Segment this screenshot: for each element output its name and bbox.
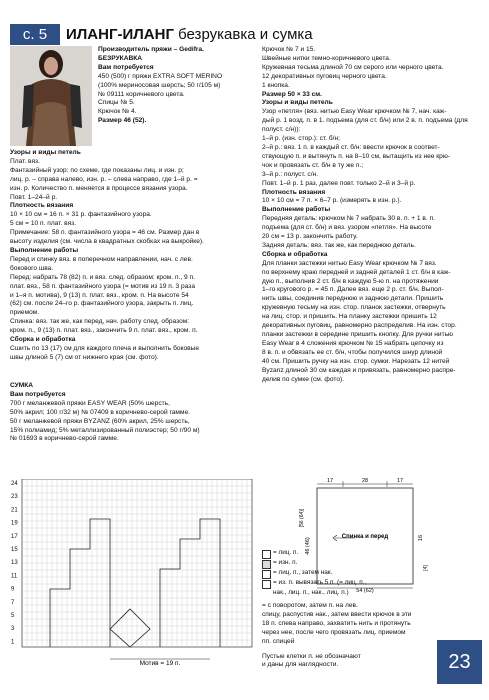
legend-note-empty-cells: Пустые клетки п. не обозначают и даны для наглядности. — [262, 652, 361, 669]
chart-row-number: 21 — [11, 507, 18, 514]
page-title — [66, 25, 313, 44]
chart-row-number: 19 — [11, 520, 18, 527]
chart-row-number: 9 — [11, 586, 15, 593]
yarn-maker: Производитель пряжи – Gedifra. — [98, 46, 204, 53]
dim-right-2: 16 — [418, 534, 424, 542]
chart-row-number: 24 — [11, 481, 18, 487]
title-rest: безрукавка и сумка — [178, 26, 313, 43]
motif-label: Мотив = 19 п. — [139, 660, 181, 667]
knitting-chart-svg — [10, 479, 256, 669]
dim-left-2: [56 (64)] — [299, 508, 305, 528]
bag-heading: СУМКА — [10, 382, 34, 389]
legend-note: = с поворотом, затем п. на лев. спицу, распустив нак., затем ввести крючок в эти 18 п. спева направо, захватить нить и протянуть через нее, после чего провязать лиц. приемом пп. спицей — [262, 602, 412, 645]
page-number: 23 — [437, 640, 482, 684]
dim-bottom: 54 (62) — [356, 588, 374, 594]
chart-row-number: 15 — [11, 547, 18, 553]
dim-left: 46 (46) — [305, 537, 311, 555]
legend-item: = лиц. п. — [262, 548, 434, 558]
dim-right: [4] — [423, 565, 429, 571]
model-photo — [10, 46, 92, 146]
dim-top-right: 17 — [396, 478, 404, 484]
vest-heading: БЕЗРУКАВКА — [98, 54, 143, 62]
yarn-info-block: Производитель пряжи – Gedifra. БЕЗРУКАВКА Вам потребуется 450 (500) г пряжи EXTRA SOFT MERINO (100% мериносовая шерсть; 50 г/105 м) № 09111 коричневого цвета. Спицы № 5. Крючок № 4. Размер 46 (52). — [98, 46, 223, 125]
legend-item: = изн. п. — [262, 558, 434, 568]
chart-row-number: 5 — [11, 613, 15, 619]
dim-top-center: 28 — [361, 478, 369, 484]
legend-item: = лиц. п., затем нак. — [262, 568, 434, 578]
bag-instructions: Крючок № 7 и 15. Швейные нитки темно-коричневого цвета. Кружевная тесьма длиной 70 см серого или черного цвета. 12 декоративных пуговиц черного цвета. 1 кнопка. Размер 50 × 33 см. Узоры и виды петель Узор «петля» (вяз. нитью Easy Wear крючком № 7, нач. каж- дый р. 1 возд. п. в 1. подъема (для ст. б/н) или 2 в. п. подъема (для полуст. с/н)): 1–й р. (изн. стор.): ст. б/н; 2–й р.: вяз. 1 п. в каждый ст. б/н: ввести крючок в соответ- ствующую п. и вытянуть п. на 8–10 см, вытащить из нее крю- чок и провязать ст. б/н в ту же п.; 3–й р.: полуст. с/н. Повт. 1–й р. 1 раз, далее повт. только 2–й и 3–й р. Плотность вязания 10 × 10 см = 7 п. × 6–7 р. (измерять в изн. р.). Выполнение работы Передняя деталь: крючком № 7 набрать 30 в. п. + 1 в. п. подъема (для ст. б/н) и вяз. узором «петля». На высоте 20 см = 13 р. закончить работу. Задняя деталь: вяз. так же, как переднюю деталь. Сборка и обработка Для планки застежки нитью Easy Wear крючком № 7 вяз. по верхнему краю передней и задней деталей 1 ст. б/н в каж- дую п., выполнив 2 ст. б/н в каждую 5-ю п. на протяжении 1–го кругового р. = 45 п. Далее вяз. еще 2 р. ст. б/н. Выпол- нить швы, соединив переднюю и заднюю детали. Пришить кружевную тесьму на изн. стор. планок застежки, отвернуть на лиц. стор. и пришить. На планку застежки пришить 12 декоративных пуговиц, равномерно распределив. На изн. стор. планки застежки в середине пришить кнопку. Для ручки нитью Easy Wear в 4 сложения крючком № 15 набрать цепочку из 8 в. п. и обвязать ее ст. б/н, чтобы получился шнур длиной 40 см. Пришить ручку на изн. стор. сумки. Нарезать 12 нитей Byzanz длиной 30 см каждая и привязать, равномерно распре- делив по сумке (см. фото). — [262, 46, 468, 383]
chart-row-number: 7 — [11, 599, 15, 606]
legend-item: = из. п. вывязать 5 п. (= лиц. п., — [262, 578, 434, 588]
dim-top-left: 17 — [326, 478, 334, 484]
section-badge: с. 5 — [10, 24, 60, 45]
chart-row-number: 11 — [11, 573, 18, 580]
chart-legend — [262, 548, 434, 669]
chart-row-number: 23 — [11, 494, 18, 501]
legend-item: нак., лиц. п., нак., лиц. п.) — [273, 589, 349, 596]
title-bold: ИЛАНГ-ИЛАНГ — [66, 26, 174, 43]
model-photo-illustration — [10, 46, 92, 146]
chart-row-number: 1 — [11, 639, 15, 646]
vest-instructions: Узоры и виды петель Плат. вяз. Фантазийный узор: по схеме, где показаны лиц. и изн. р; лиц. р. – справа налево, изн. р. – слева направо, где 1–й р. = изн. р. Количество п. меняется в процессе вязания узора. Повт. 1–24–й р. Плотность вязания 10 × 10 см = 16 п. × 31 р. фантазийного узора. 5 см = 10 п. плат. вяз. Примечание: 58 п. фантазийного узора = 46 см. Размер дан в высоту изделия (см. числа в квадратных скобках на выкройке). Выполнение работы Перед и спинку вяз. в поперечном направлении, нач. с лев. бокового шва. Перед: набрать 78 (82) п. и вяз. след. образом: кром. п., 9 п. плат. вяз., 58 п. фантазийного узора (= мотив из 19 п. 3 раза и 1–я п. мотива), 9 (13) п. плат. вяз., кром. п. На высоте 54 (62) см. после 24–го р. фантазийного узора, закрыть п. лиц. приемом. Спинка: вяз. так же, как перед, нач. работу след. образом: кром. п., 9 (13) п. плат. вяз., закончить 9 п. плат. вяз., кром. п. Сборка и обработка Сшить по 13 (17) см для каждого плеча и выполнить боковые швы длиной 5 (7) см от нижнего края (см. фото). — [10, 149, 204, 361]
page-header — [10, 24, 482, 45]
knitting-chart — [10, 479, 256, 669]
chart-row-number: 13 — [11, 560, 18, 567]
vest-materials-heading: Вам потребуется — [98, 63, 154, 71]
chart-row-number: 17 — [11, 533, 18, 540]
schematic-label: Спинка и перед — [341, 534, 389, 540]
chart-row-number: 3 — [11, 626, 15, 633]
bag-materials: СУМКА Вам потребуется 700 г меланжевой пряжи EASY WEAR (50% шерсть, 50% акрил; 100 г/32 м) № 07409 в коричнево-серой гамме. 50 г меланжевой пряжи BYZANZ (60% акрил, 25% шерсть, 15% полиамид; 5% металлизированный полиэстер; 50 г/90 м) № 01693 в коричнево-серой гамме. — [10, 382, 200, 443]
